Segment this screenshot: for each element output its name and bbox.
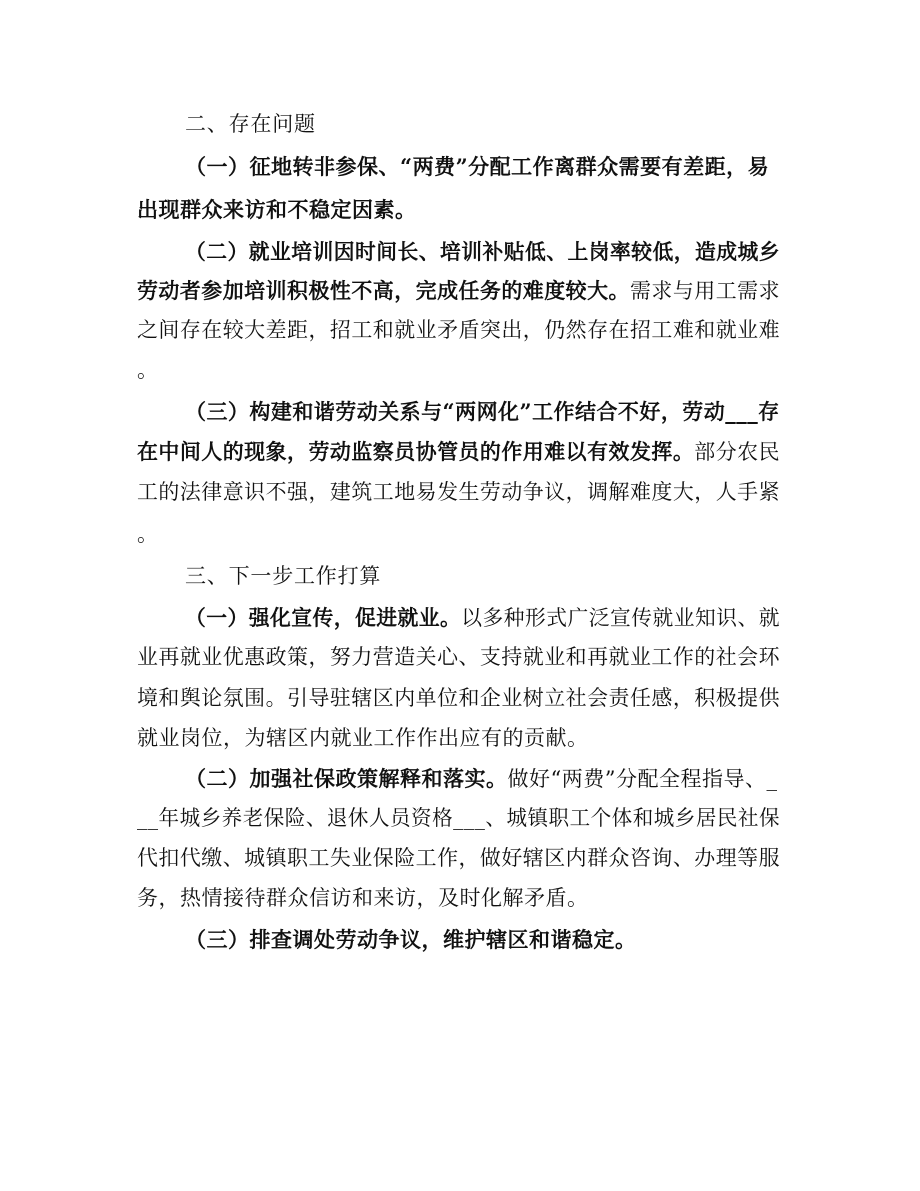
s2-p2-line2-bold: 劳动者参加培训积极性不高，完成任务的难度较大。 <box>137 278 630 303</box>
section3-title: 三、下一步工作打算 <box>185 564 382 588</box>
s2-p1-line2: 出现群众来访和不稳定因素。 <box>137 197 417 222</box>
s2-p2-line4: 。 <box>137 358 159 382</box>
s2-p3-line4: 。 <box>137 522 159 546</box>
s2-p2-line2 <box>137 279 780 303</box>
s3-p2-line1 <box>185 767 777 791</box>
s2-p3-line1: （三）构建和谐劳动关系与“两网化”工作结合不好，劳动___存 <box>185 399 780 424</box>
s3-p2-line2: __年城乡养老保险、退休人员资格___、城镇职工个体和城乡居民社保 <box>137 806 781 830</box>
s3-p2-line3: 代扣代缴、城镇职工失业保险工作，做好辖区内群众咨询、办理等服 <box>137 846 781 870</box>
s2-p3-line2-normal: 部分农民 <box>694 440 781 464</box>
s2-p2-line3: 之间存在较大差距，招工和就业矛盾突出，仍然存在招工难和就业难 <box>137 318 781 342</box>
s2-p3-line2 <box>137 440 780 464</box>
s3-p1-line1 <box>185 606 780 630</box>
s2-p1-line1: （一）征地转非参保、“两费”分配工作离群众需要有差距，易 <box>185 154 770 179</box>
s3-p1-line1-bold: （一）强化宣传，促进就业。 <box>185 605 462 630</box>
s3-p2-line4: 务，热情接待群众信访和来访，及时化解矛盾。 <box>137 886 589 910</box>
s2-p2-line1: （二）就业培训因时间长、培训补贴低、上岗率较低，造成城乡 <box>185 239 781 264</box>
s2-p3-line3: 工的法律意识不强，建筑工地易发生劳动争议，调解难度大，人手紧 <box>137 480 781 504</box>
s2-p2-line2-normal: 需求与用工需求 <box>629 279 781 303</box>
s3-p2-line1-normal: 做好“两费”分配全程指导、_ <box>507 767 778 791</box>
s3-p3-line1: （三）排查调处劳动争议，维护辖区和谐稳定。 <box>185 927 637 952</box>
s3-p2-line1-bold: （二）加强社保政策解释和落实。 <box>185 766 508 791</box>
s3-p1-line4: 就业岗位，为辖区内就业工作作出应有的贡献。 <box>137 726 589 750</box>
s3-p1-line2: 业再就业优惠政策，努力营造关心、支持就业和再就业工作的社会环 <box>137 645 781 669</box>
section2-title: 二、存在问题 <box>185 112 316 136</box>
s3-p1-line1-normal: 以多种形式广泛宣传就业知识、就 <box>461 606 781 630</box>
s3-p1-line3: 境和舆论氛围。引导驻辖区内单位和企业树立社会责任感，积极提供 <box>137 686 781 710</box>
s2-p3-line2-bold: 在中间人的现象，劳动监察员协管员的作用难以有效发挥。 <box>137 439 695 464</box>
